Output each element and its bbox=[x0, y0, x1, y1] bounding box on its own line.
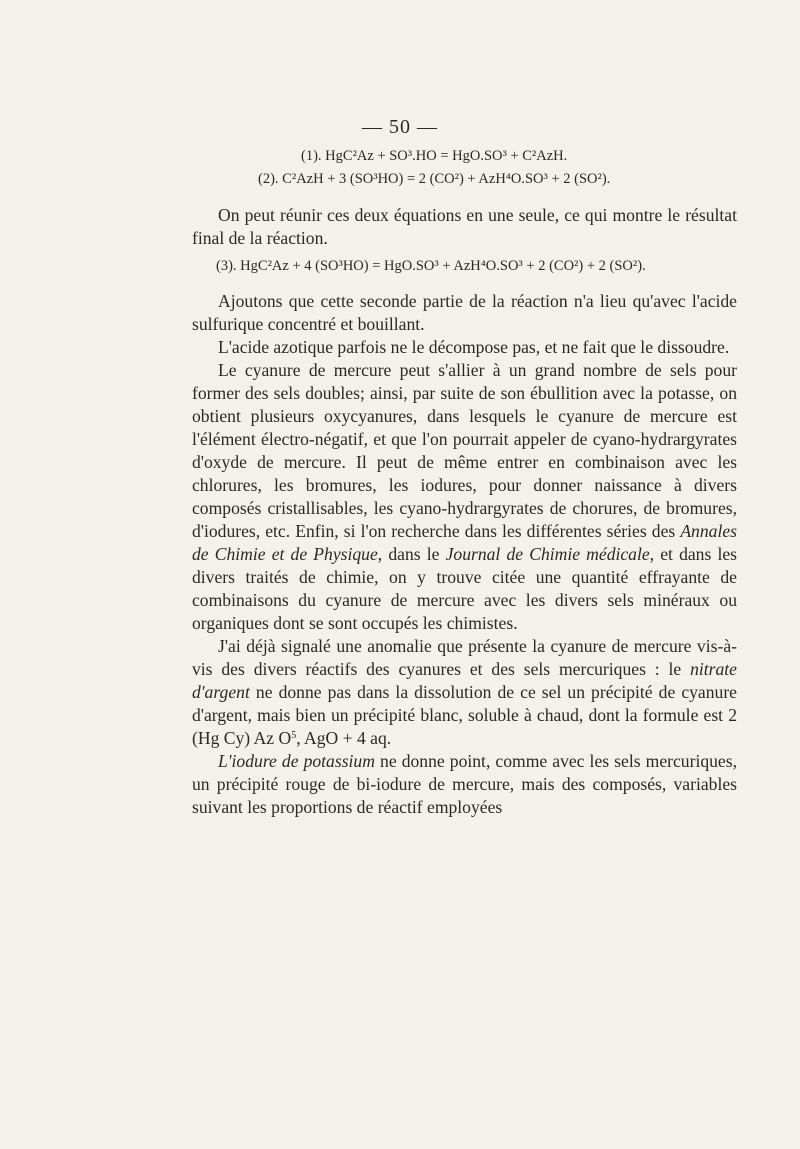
paragraph-4-text-3: , et dans les divers traités de chimie, on y trouve citée une quantité effrayante de combinaisons du cyanure de mercure avec les divers sels minéraux ou organiques dont se sont occupés les chimistes. bbox=[192, 544, 738, 633]
paragraph-5 bbox=[192, 635, 737, 750]
formula-superscript: 5 bbox=[291, 730, 297, 741]
equation-3-label: (3). bbox=[216, 258, 237, 274]
paragraph-5-text-3: , AgO + 4 aq. bbox=[296, 728, 392, 748]
paragraph-2: Ajoutons que cette seconde partie de la réaction n'a lieu qu'avec l'acide sulfurique concentré et bouillant. bbox=[192, 291, 737, 334]
equation-1 bbox=[301, 148, 567, 165]
paragraph-4-text-1: Le cyanure de mercure peut s'allier à un grand nombre de sels pour former des sels doubles; ainsi, par suite de son ébullition avec la potasse, on obtient plusieurs oxycyanures, dans lesquels le cyanure de mercure est l'élément électro-négatif, et que l'on pourrait appeler de cyano-hydrargyrates d'oxyde de mercure. Il peut de même entrer en combinaison avec les chlorures, les bromures, les iodures, pour donner naissance à divers composés cristallisables, les cyano-hydrargyrates de chorures, de bromures, d'iodures, etc. Enfin, si l'on recherche dans les différentes séries des bbox=[192, 360, 737, 541]
paragraph-6 bbox=[192, 750, 737, 819]
paragraph-3: L'acide azotique parfois ne le décompose pas, et ne fait que le dissoudre. bbox=[218, 337, 730, 357]
equation-2 bbox=[258, 171, 610, 188]
reagent-iodure-potassium: L'iodure de potassium bbox=[218, 751, 375, 771]
equation-3-formula: HgC²Az + 4 (SO³HO) = HgO.SO³ + AzH⁴O.SO³ + 2 (CO²) + 2 (SO²). bbox=[240, 258, 646, 274]
text-block-1 bbox=[192, 204, 737, 250]
equation-3 bbox=[216, 258, 646, 275]
equation-2-formula: C²AzH + 3 (SO³HO) = 2 (CO²) + AzH⁴O.SO³ + 2 (SO²). bbox=[282, 171, 611, 187]
reagent-nitrate-argent: nitrate d'argent bbox=[192, 659, 737, 702]
paragraph-5-text-2: ne donne pas dans la dissolution de ce sel un précipité de cyanure d'argent, mais bien un précipité blanc, soluble à chaud, dont la formule est 2 (Hg Cy) Az O bbox=[192, 682, 737, 748]
journal-title-chimie-medicale: Journal de Chimie médicale bbox=[445, 544, 650, 564]
equation-2-label: (2). bbox=[258, 171, 279, 187]
paragraph-4 bbox=[192, 359, 737, 635]
paragraph-5-text-1: J'ai déjà signalé une anomalie que présente la cyanure de mercure vis-à-vis des divers réactifs des cyanures et des sels mercuriques : le bbox=[192, 636, 737, 679]
paragraph-4-text-2: , dans le bbox=[377, 544, 440, 564]
equation-1-label: (1). bbox=[301, 148, 322, 164]
journal-title-annales: Annales de Chimie et de Physique bbox=[192, 521, 737, 564]
text-block-2 bbox=[192, 290, 737, 819]
paragraph-1: On peut réunir ces deux équations en une seule, ce qui montre le résultat final de la réaction. bbox=[192, 205, 737, 248]
paragraph-6-text-1: ne donne point, comme avec les sels mercuriques, un précipité rouge de bi-iodure de mercure, mais des composés, variables suivant les proportions de réactif employées bbox=[192, 751, 737, 817]
page-number: — 50 — bbox=[362, 116, 438, 138]
equation-1-formula: HgC²Az + SO³.HO = HgO.SO³ + C²AzH. bbox=[325, 148, 568, 164]
